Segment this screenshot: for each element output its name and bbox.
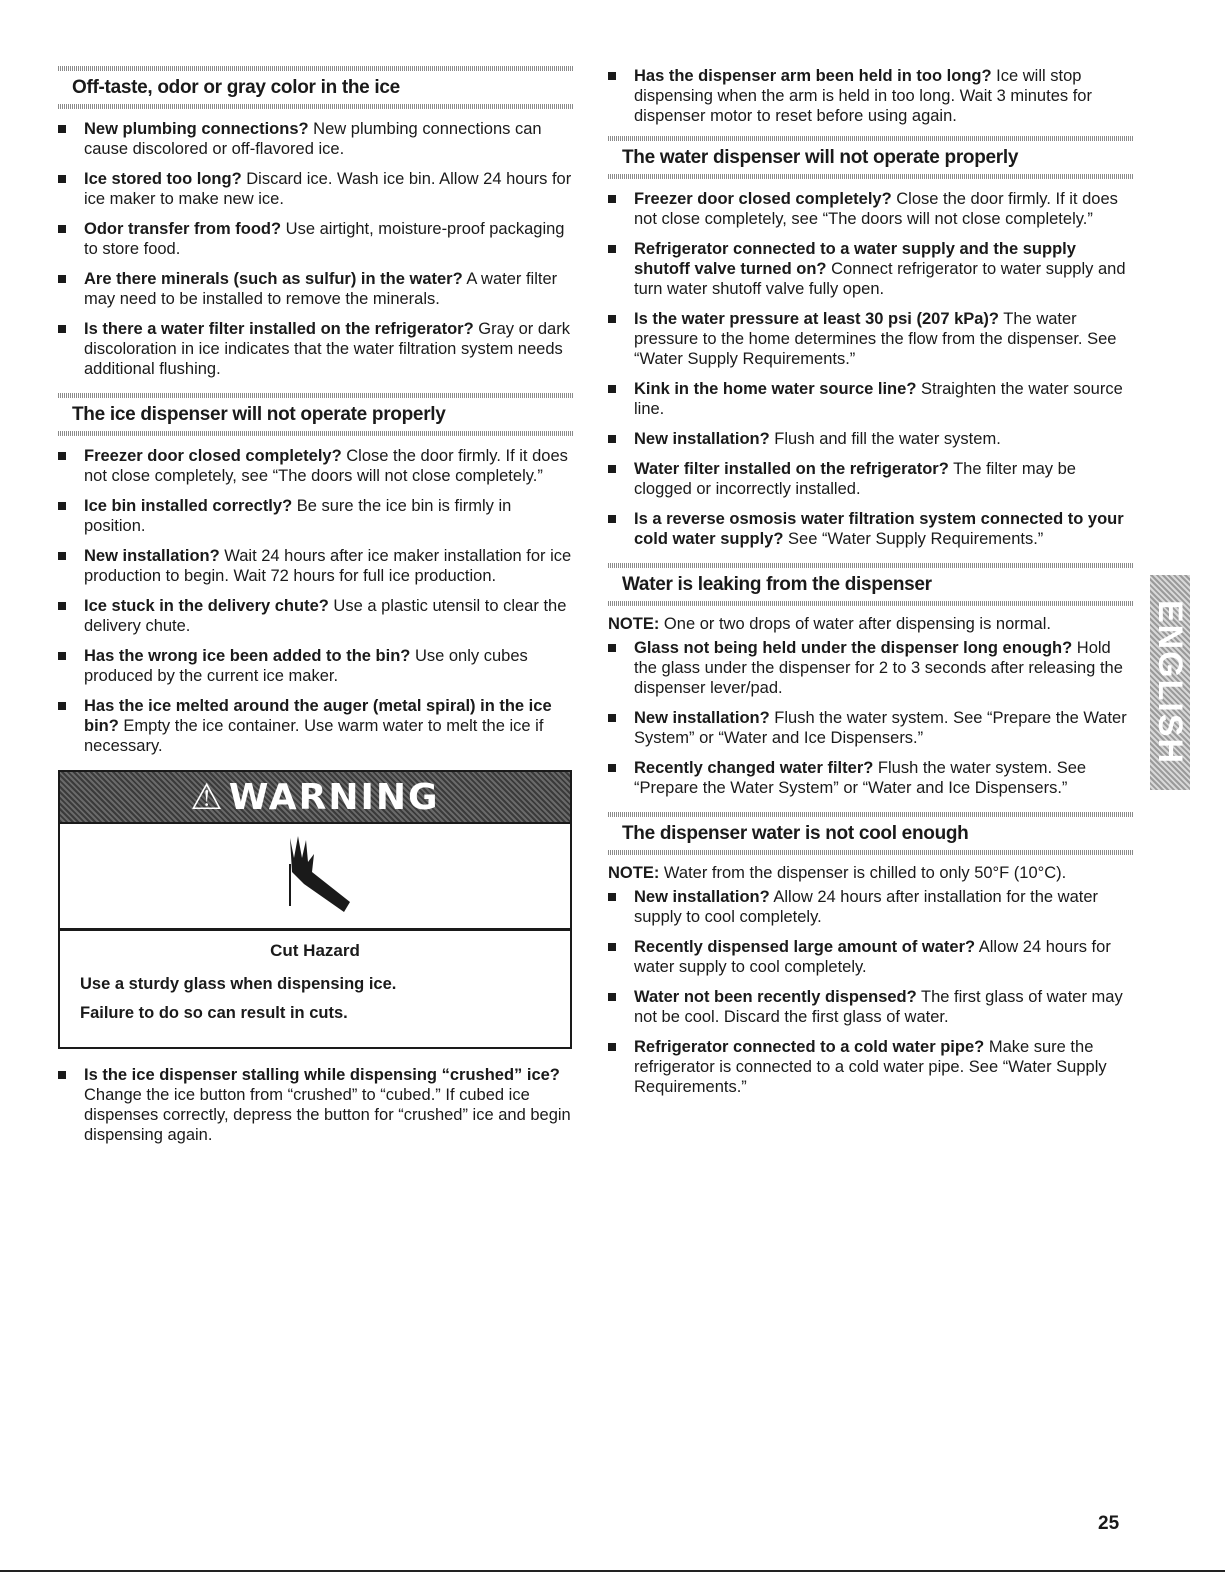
right-column bbox=[608, 66, 1133, 1111]
list-item bbox=[608, 1037, 1133, 1097]
section-rule-bottom bbox=[608, 174, 1133, 179]
item-answer: Change the ice button from “crushed” to “cubed.” If cubed ice dispenses correctly, depress the button for “crushed” ice and begin dispensing again. bbox=[84, 1086, 571, 1144]
item-answer: Connect refrigerator to water supply and turn water shutoff valve fully open. bbox=[634, 260, 1126, 298]
item-question: Water filter installed on the refrigerator? bbox=[634, 460, 949, 478]
bullet-icon bbox=[608, 465, 616, 473]
item-question: Kink in the home water source line? bbox=[634, 380, 917, 398]
item-answer: Make sure the refrigerator is connected to a cold water pipe. See “Water Supply Requirements.” bbox=[634, 1038, 1107, 1096]
item-answer: Use a plastic utensil to clear the delivery chute. bbox=[84, 597, 567, 635]
warning-label: WARNING bbox=[228, 776, 440, 818]
hazard-type: Cut Hazard bbox=[270, 941, 360, 960]
note-label: NOTE: bbox=[608, 864, 660, 882]
cut-hand-icon bbox=[260, 828, 370, 924]
item-question: Freezer door closed completely? bbox=[634, 190, 892, 208]
list-item bbox=[608, 66, 1133, 126]
troubleshoot-list bbox=[58, 446, 573, 756]
section-header bbox=[608, 812, 1133, 855]
section-header bbox=[58, 66, 573, 109]
list-item bbox=[58, 446, 573, 486]
section-rule-bottom bbox=[608, 850, 1133, 855]
item-answer: The filter may be clogged or incorrectly installed. bbox=[634, 460, 1076, 498]
item-question: Has the wrong ice been added to the bin? bbox=[84, 647, 411, 665]
item-answer: Close the door firmly. If it does not close completely, see “The doors will not close completely.” bbox=[634, 190, 1118, 228]
list-item bbox=[608, 987, 1133, 1027]
item-question: New installation? bbox=[634, 888, 770, 906]
list-item bbox=[58, 219, 573, 259]
bullet-icon bbox=[608, 993, 616, 1001]
item-answer: Empty the ice container. Use warm water to melt the ice if necessary. bbox=[84, 717, 544, 755]
item-answer: Be sure the ice bin is firmly in position. bbox=[84, 497, 512, 535]
item-answer: A water filter may need to be installed to remove the minerals. bbox=[84, 270, 558, 308]
section-header bbox=[608, 563, 1133, 606]
language-tab bbox=[1150, 575, 1190, 790]
item-answer: See “Water Supply Requirements.” bbox=[783, 530, 1044, 548]
bullet-icon bbox=[608, 943, 616, 951]
bullet-icon bbox=[608, 515, 616, 523]
bullet-icon bbox=[608, 195, 616, 203]
list-item bbox=[608, 887, 1133, 927]
bullet-icon bbox=[58, 452, 66, 460]
section-rule-bottom bbox=[58, 431, 573, 436]
note-text: One or two drops of water after dispensing is normal. bbox=[659, 615, 1051, 633]
cut-hazard-pictogram bbox=[60, 824, 570, 931]
item-answer: Wait 24 hours after ice maker installation for ice production to begin. Wait 72 hours for full ice production. bbox=[84, 547, 572, 585]
list-item bbox=[608, 379, 1133, 419]
item-question: Glass not being held under the dispenser long enough? bbox=[634, 639, 1073, 657]
list-item bbox=[608, 937, 1133, 977]
list-item bbox=[608, 239, 1133, 299]
bullet-icon bbox=[608, 315, 616, 323]
section-title: Off-taste, odor or gray color in the ice bbox=[72, 77, 400, 98]
section-title: The ice dispenser will not operate properly bbox=[72, 404, 446, 425]
list-item bbox=[608, 459, 1133, 499]
item-answer: Ice will stop dispensing when the arm is held in too long. Wait 3 minutes for dispenser motor to reset before using again. bbox=[634, 67, 1092, 125]
bottom-rule bbox=[0, 1570, 1225, 1572]
bullet-icon bbox=[58, 225, 66, 233]
troubleshoot-list bbox=[608, 887, 1133, 1097]
item-answer: The water pressure to the home determines the flow from the dispenser. See “Water Supply Requirements.” bbox=[634, 310, 1117, 368]
item-question: Is the ice dispenser stalling while dispensing “crushed” ice? bbox=[84, 1066, 560, 1084]
note bbox=[608, 614, 1133, 634]
troubleshoot-list bbox=[608, 189, 1133, 549]
warning-banner bbox=[60, 772, 570, 824]
list-item bbox=[58, 546, 573, 586]
item-question: New installation? bbox=[84, 547, 220, 565]
bullet-icon bbox=[608, 72, 616, 80]
bullet-icon bbox=[58, 275, 66, 283]
item-question: Is there a water filter installed on the refrigerator? bbox=[84, 320, 474, 338]
warning-consequence: Failure to do so can result in cuts. bbox=[80, 1004, 348, 1022]
bullet-icon bbox=[58, 652, 66, 660]
item-answer: Allow 24 hours after installation for the water supply to cool completely. bbox=[634, 888, 1099, 926]
item-answer: Flush the water system. See “Prepare the Water System” or “Water and Ice Dispensers.” bbox=[634, 709, 1127, 747]
warning-box bbox=[58, 770, 572, 1049]
bullet-icon bbox=[608, 245, 616, 253]
item-question: Is a reverse osmosis water filtration system connected to your cold water supply? bbox=[634, 510, 1124, 548]
section-water-leaking bbox=[608, 563, 1133, 798]
item-question: Has the ice melted around the auger (metal spiral) in the ice bin? bbox=[84, 697, 552, 735]
bullet-icon bbox=[608, 1043, 616, 1051]
warning-instruction: Use a sturdy glass when dispensing ice. bbox=[80, 975, 397, 993]
item-answer: Use airtight, moisture-proof packaging to store food. bbox=[84, 220, 565, 258]
bullet-icon bbox=[608, 385, 616, 393]
item-question: Recently changed water filter? bbox=[634, 759, 874, 777]
note bbox=[608, 863, 1133, 883]
section-off-taste bbox=[58, 66, 573, 379]
item-question: Odor transfer from food? bbox=[84, 220, 282, 238]
section-water-dispenser bbox=[608, 136, 1133, 549]
list-item bbox=[608, 708, 1133, 748]
item-question: Has the dispenser arm been held in too long? bbox=[634, 67, 992, 85]
bullet-icon bbox=[608, 714, 616, 722]
list-item bbox=[58, 169, 573, 209]
section-header bbox=[608, 136, 1133, 179]
item-question: Ice stored too long? bbox=[84, 170, 242, 188]
item-question: Is the water pressure at least 30 psi (207 kPa)? bbox=[634, 310, 1000, 328]
list-item bbox=[58, 319, 573, 379]
bullet-icon bbox=[608, 764, 616, 772]
list-item bbox=[608, 758, 1133, 798]
warning-heading bbox=[190, 777, 439, 818]
item-question: New installation? bbox=[634, 430, 770, 448]
section-water-not-cool bbox=[608, 812, 1133, 1097]
list-item bbox=[608, 638, 1133, 698]
list-item bbox=[58, 696, 573, 756]
item-question: Ice bin installed correctly? bbox=[84, 497, 293, 515]
item-answer: Close the door firmly. If it does not close completely, see “The doors will not close completely.” bbox=[84, 447, 568, 485]
left-column bbox=[58, 66, 573, 1155]
section-rule-bottom bbox=[58, 104, 573, 109]
bullet-icon bbox=[58, 502, 66, 510]
item-answer: Flush and fill the water system. bbox=[769, 430, 1001, 448]
list-item bbox=[58, 646, 573, 686]
troubleshoot-list bbox=[608, 638, 1133, 798]
list-item bbox=[58, 596, 573, 636]
item-answer: Flush the water system. See “Prepare the Water System” or “Water and Ice Dispensers.” bbox=[634, 759, 1087, 797]
item-answer: Straighten the water source line. bbox=[634, 380, 1123, 418]
item-answer: Hold the glass under the dispenser for 2 to 3 seconds after releasing the dispenser lever/pad. bbox=[634, 639, 1123, 697]
list-item bbox=[58, 119, 573, 159]
bullet-icon bbox=[58, 175, 66, 183]
bullet-icon bbox=[608, 435, 616, 443]
section-title: The dispenser water is not cool enough bbox=[622, 823, 969, 844]
bullet-icon bbox=[58, 552, 66, 560]
list-item bbox=[608, 309, 1133, 369]
item-question: Water not been recently dispensed? bbox=[634, 988, 917, 1006]
note-label: NOTE: bbox=[608, 615, 660, 633]
bullet-icon bbox=[608, 893, 616, 901]
list-item bbox=[608, 509, 1133, 549]
list-item bbox=[608, 429, 1133, 449]
item-answer: Use only cubes produced by the current ice maker. bbox=[84, 647, 528, 685]
list-item bbox=[58, 496, 573, 536]
item-question: New plumbing connections? bbox=[84, 120, 309, 138]
troubleshoot-list bbox=[58, 119, 573, 379]
item-answer: Allow 24 hours for water supply to cool completely. bbox=[634, 938, 1111, 976]
list-item bbox=[608, 189, 1133, 229]
section-title: Water is leaking from the dispenser bbox=[622, 574, 932, 595]
bullet-icon bbox=[58, 1071, 66, 1079]
language-tab-label: ENGLISH bbox=[1151, 599, 1190, 766]
item-answer: Gray or dark discoloration in ice indicates that the water filtration system needs additional flushing. bbox=[84, 320, 570, 378]
troubleshoot-list bbox=[608, 66, 1133, 126]
section-ice-dispenser bbox=[58, 393, 573, 756]
bullet-icon bbox=[608, 644, 616, 652]
section-title: The water dispenser will not operate properly bbox=[622, 147, 1019, 168]
bullet-icon bbox=[58, 702, 66, 710]
warning-body bbox=[60, 931, 570, 1047]
item-question: Refrigerator connected to a water supply and the supply shutoff valve turned on? bbox=[634, 240, 1076, 278]
item-question: Freezer door closed completely? bbox=[84, 447, 342, 465]
item-answer: New plumbing connections can cause discolored or off-flavored ice. bbox=[84, 120, 542, 158]
page-number: 25 bbox=[1098, 1513, 1120, 1534]
item-answer: The first glass of water may not be cool. Discard the first glass of water. bbox=[634, 988, 1123, 1026]
item-question: Recently dispensed large amount of water? bbox=[634, 938, 976, 956]
section-header bbox=[58, 393, 573, 436]
bullet-icon bbox=[58, 125, 66, 133]
item-question: New installation? bbox=[634, 709, 770, 727]
bullet-icon bbox=[58, 602, 66, 610]
item-question: Are there minerals (such as sulfur) in the water? bbox=[84, 270, 463, 288]
troubleshoot-list bbox=[58, 1065, 573, 1145]
bullet-icon bbox=[58, 325, 66, 333]
item-question: Refrigerator connected to a cold water pipe? bbox=[634, 1038, 985, 1056]
item-answer: Discard ice. Wash ice bin. Allow 24 hours for ice maker to make new ice. bbox=[84, 170, 572, 208]
list-item bbox=[58, 269, 573, 309]
warning-triangle-icon: ⚠ bbox=[190, 776, 225, 818]
list-item bbox=[58, 1065, 573, 1145]
note-text: Water from the dispenser is chilled to only 50°F (10°C). bbox=[659, 864, 1067, 882]
section-rule-bottom bbox=[608, 601, 1133, 606]
item-question: Ice stuck in the delivery chute? bbox=[84, 597, 329, 615]
